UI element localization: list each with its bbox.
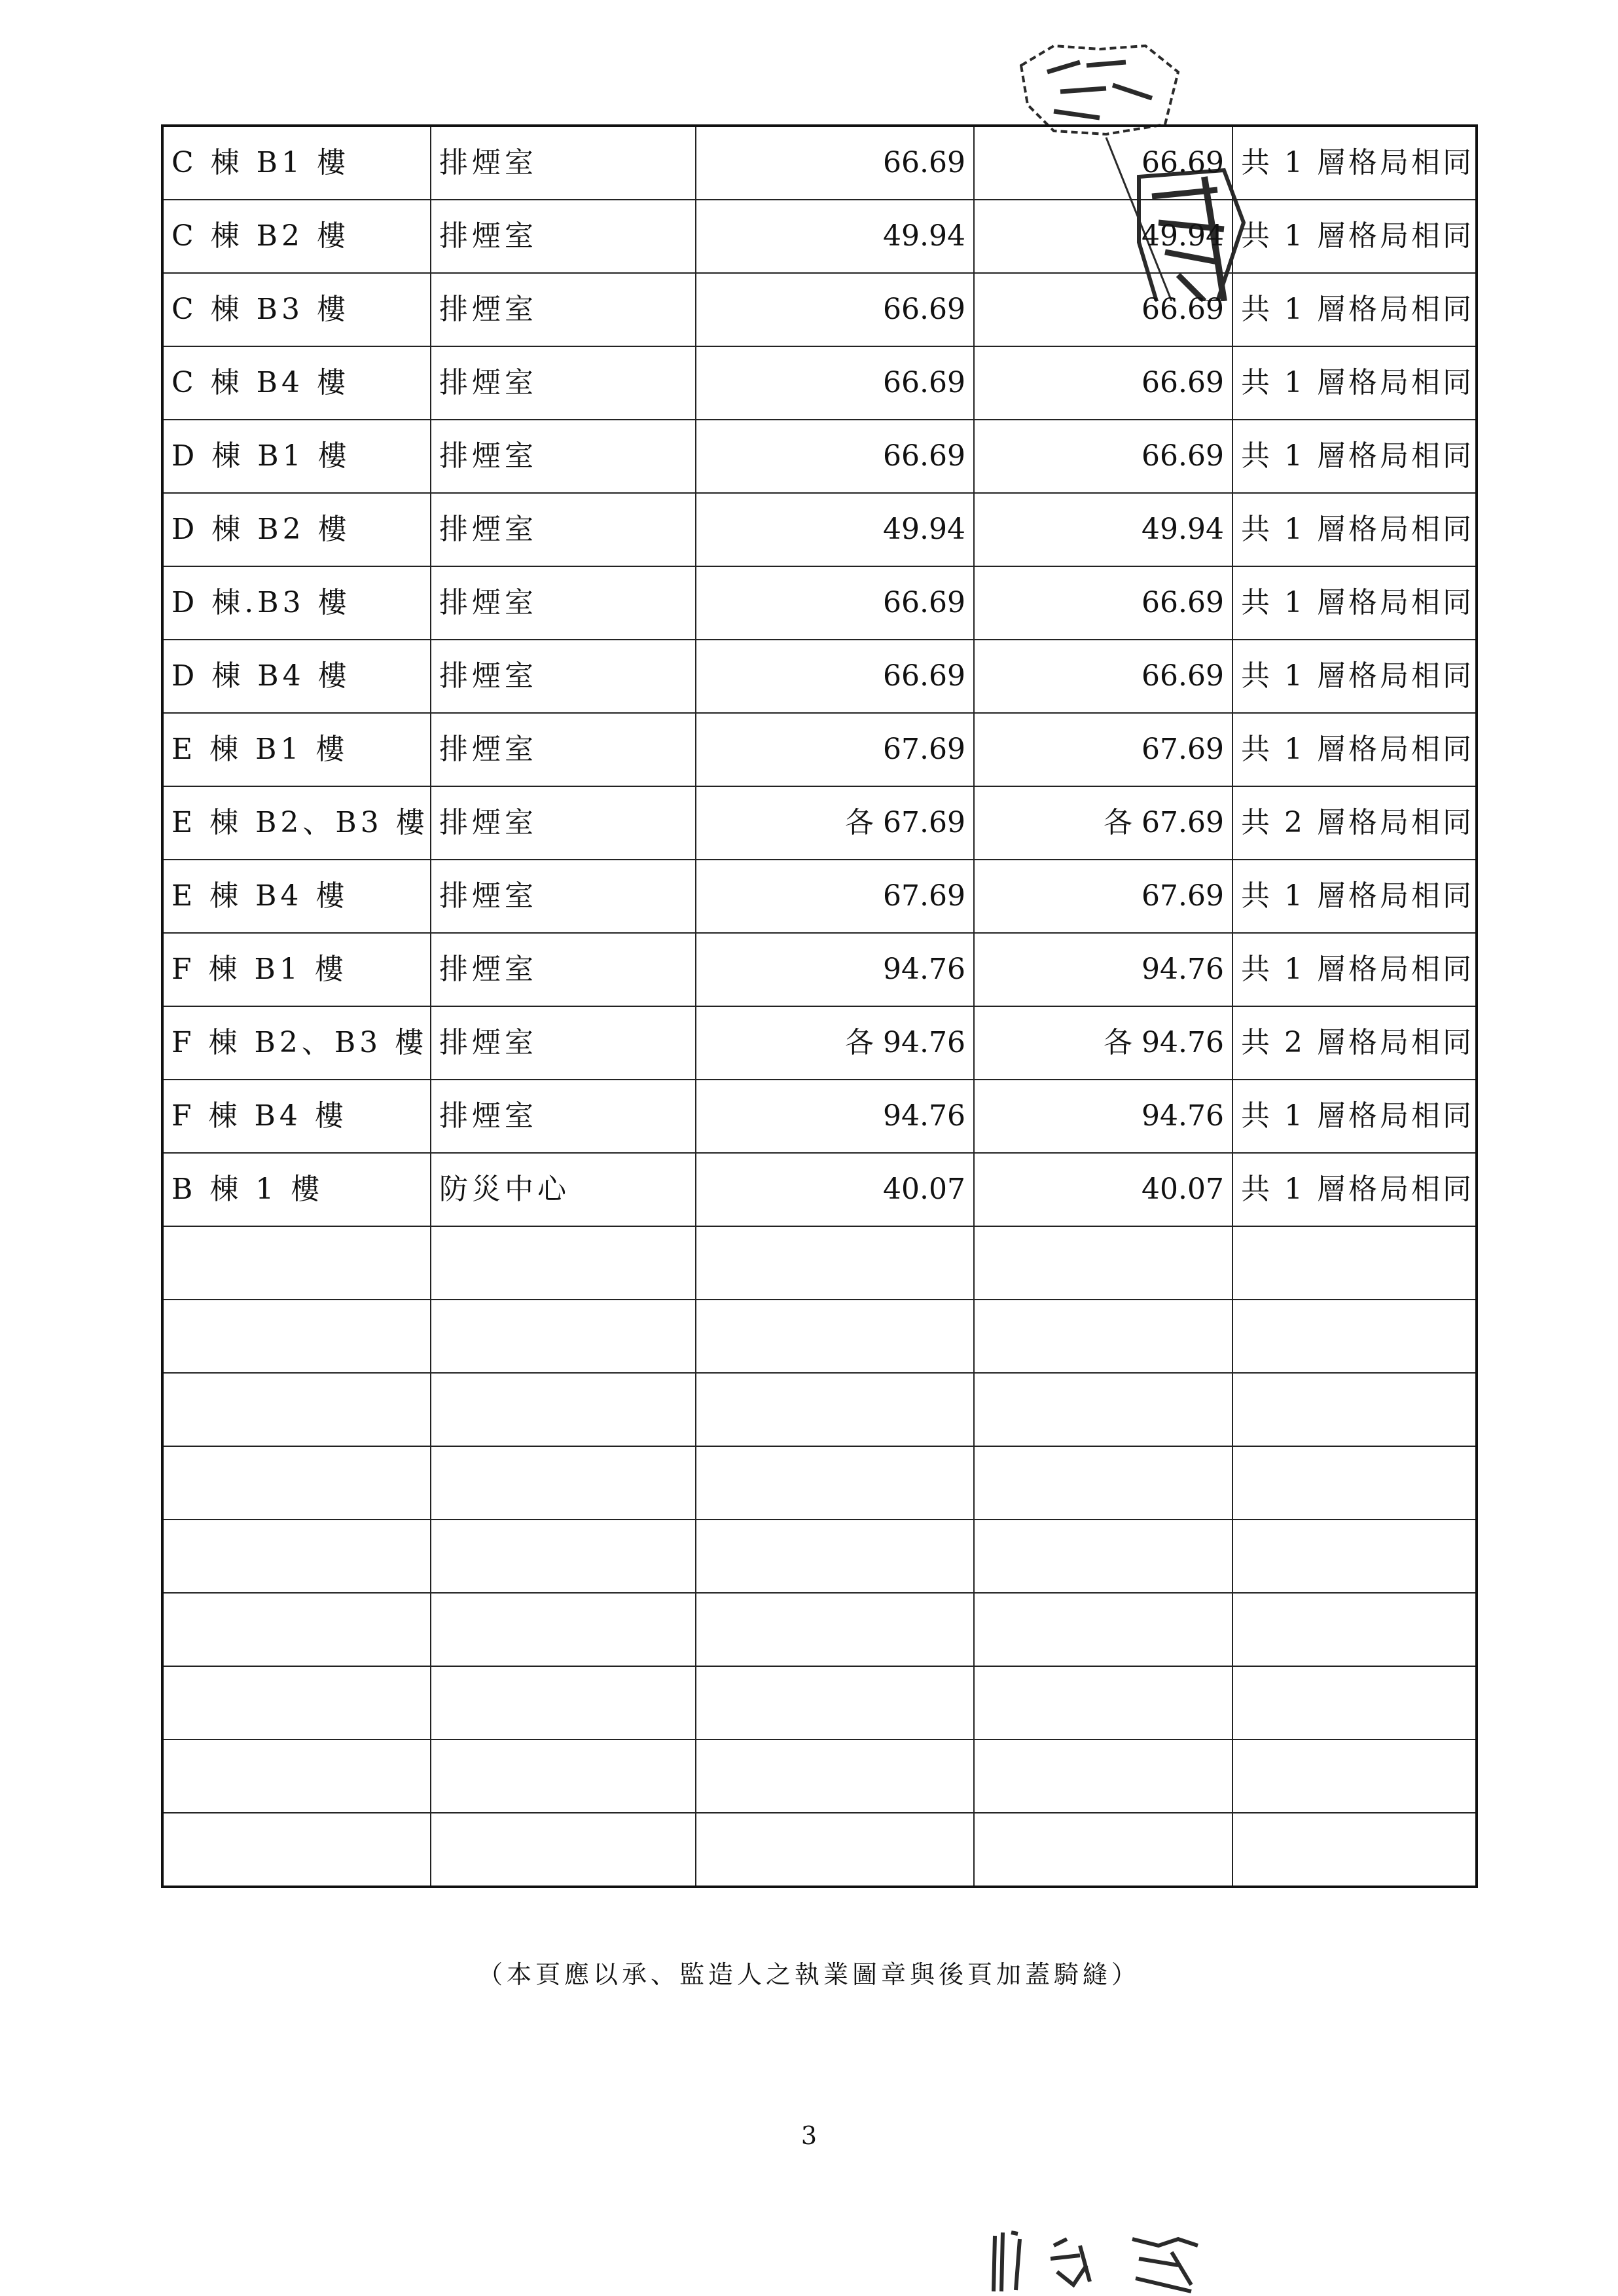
area-cell (696, 1593, 974, 1666)
area-total-cell: 40.07 (974, 1153, 1232, 1226)
use-cell: 排煙室 (431, 786, 696, 860)
use-cell: 排煙室 (431, 640, 696, 713)
area-total-cell (974, 1373, 1232, 1446)
area-cell (696, 1226, 974, 1300)
area-total-cell: 94.76 (974, 1080, 1232, 1153)
use-cell: 排煙室 (431, 200, 696, 273)
table-row (162, 1520, 1477, 1593)
floor-cell: F 棟 B4 樓 (162, 1080, 431, 1153)
use-cell: 排煙室 (431, 126, 696, 200)
area-total-cell (974, 1446, 1232, 1520)
table-row (162, 493, 1477, 566)
floor-cell: F 棟 B1 樓 (162, 933, 431, 1006)
table-row (162, 1813, 1477, 1887)
floor-cell: B 棟 1 樓 (162, 1153, 431, 1226)
floor-cell (162, 1740, 431, 1813)
floor-cell (162, 1813, 431, 1887)
note-cell (1232, 1813, 1477, 1887)
table-row (162, 1373, 1477, 1446)
area-cell: 49.94 (696, 200, 974, 273)
note-cell: 共 1 層格局相同 (1232, 346, 1477, 420)
use-cell: 排煙室 (431, 713, 696, 786)
area-cell: 66.69 (696, 126, 974, 200)
area-total-cell: 94.76 (974, 933, 1232, 1006)
area-cell (696, 1666, 974, 1740)
area-total-cell: 各 67.69 (974, 786, 1232, 860)
table-row (162, 713, 1477, 786)
area-cell: 67.69 (696, 860, 974, 933)
floor-cell: D 棟 B1 樓 (162, 420, 431, 493)
use-cell (431, 1300, 696, 1373)
note-cell: 共 2 層格局相同 (1232, 1006, 1477, 1080)
note-cell: 共 1 層格局相同 (1232, 1153, 1477, 1226)
floor-cell (162, 1300, 431, 1373)
table-row (162, 1593, 1477, 1666)
use-cell: 排煙室 (431, 566, 696, 640)
floor-cell: E 棟 B4 樓 (162, 860, 431, 933)
note-cell (1232, 1300, 1477, 1373)
floor-cell (162, 1666, 431, 1740)
table-row (162, 1666, 1477, 1740)
use-cell: 排煙室 (431, 1080, 696, 1153)
area-cell: 66.69 (696, 273, 974, 346)
table-row (162, 640, 1477, 713)
use-cell (431, 1373, 696, 1446)
use-cell: 排煙室 (431, 860, 696, 933)
table-row (162, 1446, 1477, 1520)
table-row (162, 420, 1477, 493)
use-cell (431, 1520, 696, 1593)
note-cell: 共 1 層格局相同 (1232, 200, 1477, 273)
use-cell: 防災中心 (431, 1153, 696, 1226)
area-total-cell (974, 1813, 1232, 1887)
note-cell (1232, 1446, 1477, 1520)
area-total-cell (974, 1226, 1232, 1300)
floor-cell: F 棟 B2、B3 樓 (162, 1006, 431, 1080)
floor-cell (162, 1373, 431, 1446)
area-total-cell (974, 1740, 1232, 1813)
area-table (161, 124, 1478, 1888)
use-cell: 排煙室 (431, 1006, 696, 1080)
note-cell (1232, 1226, 1477, 1300)
use-cell: 排煙室 (431, 346, 696, 420)
note-cell: 共 1 層格局相同 (1232, 493, 1477, 566)
floor-cell (162, 1520, 431, 1593)
table-row (162, 786, 1477, 860)
note-cell: 共 1 層格局相同 (1232, 933, 1477, 1006)
area-total-cell (974, 1666, 1232, 1740)
note-cell: 共 1 層格局相同 (1232, 640, 1477, 713)
area-total-cell (974, 1520, 1232, 1593)
table-row (162, 1080, 1477, 1153)
floor-cell (162, 1446, 431, 1520)
table-row (162, 1740, 1477, 1813)
floor-cell: D 棟.B3 樓 (162, 566, 431, 640)
area-total-cell: 66.69 (974, 420, 1232, 493)
area-table-body (162, 126, 1477, 1887)
footnote: （本頁應以承、監造人之執業圖章與後頁加蓋騎縫） (477, 1960, 1140, 1989)
seal-stamp-bottom (982, 2219, 1231, 2296)
area-cell: 67.69 (696, 713, 974, 786)
area-cell: 66.69 (696, 640, 974, 713)
area-cell: 66.69 (696, 346, 974, 420)
area-total-cell: 各 94.76 (974, 1006, 1232, 1080)
use-cell: 排煙室 (431, 933, 696, 1006)
area-cell: 各 94.76 (696, 1006, 974, 1080)
note-cell: 共 1 層格局相同 (1232, 126, 1477, 200)
note-cell (1232, 1740, 1477, 1813)
table-row (162, 346, 1477, 420)
area-cell: 94.76 (696, 933, 974, 1006)
table-row (162, 273, 1477, 346)
note-cell: 共 1 層格局相同 (1232, 273, 1477, 346)
note-cell: 共 2 層格局相同 (1232, 786, 1477, 860)
area-total-cell (974, 1300, 1232, 1373)
use-cell (431, 1666, 696, 1740)
area-total-cell: 49.94 (974, 493, 1232, 566)
area-cell: 66.69 (696, 566, 974, 640)
area-cell (696, 1520, 974, 1593)
table-row (162, 1226, 1477, 1300)
area-total-cell: 66.69 (974, 273, 1232, 346)
area-total-cell: 66.69 (974, 566, 1232, 640)
floor-cell: C 棟 B3 樓 (162, 273, 431, 346)
note-cell: 共 1 層格局相同 (1232, 713, 1477, 786)
floor-cell: D 棟 B2 樓 (162, 493, 431, 566)
table-row (162, 1153, 1477, 1226)
table-row (162, 1300, 1477, 1373)
floor-cell: C 棟 B1 樓 (162, 126, 431, 200)
area-total-cell: 49.94 (974, 200, 1232, 273)
use-cell: 排煙室 (431, 273, 696, 346)
note-cell (1232, 1666, 1477, 1740)
table-row (162, 566, 1477, 640)
area-total-cell: 67.69 (974, 860, 1232, 933)
area-total-cell: 66.69 (974, 640, 1232, 713)
use-cell: 排煙室 (431, 420, 696, 493)
floor-cell (162, 1593, 431, 1666)
area-total-cell: 66.69 (974, 126, 1232, 200)
note-cell: 共 1 層格局相同 (1232, 566, 1477, 640)
table-row (162, 200, 1477, 273)
use-cell (431, 1740, 696, 1813)
table-row (162, 933, 1477, 1006)
area-cell: 49.94 (696, 493, 974, 566)
area-cell: 66.69 (696, 420, 974, 493)
area-cell: 40.07 (696, 1153, 974, 1226)
area-cell: 94.76 (696, 1080, 974, 1153)
area-cell (696, 1300, 974, 1373)
note-cell: 共 1 層格局相同 (1232, 420, 1477, 493)
use-cell: 排煙室 (431, 493, 696, 566)
floor-cell: C 棟 B2 樓 (162, 200, 431, 273)
area-cell (696, 1740, 974, 1813)
area-total-cell (974, 1593, 1232, 1666)
area-cell (696, 1813, 974, 1887)
area-total-cell: 67.69 (974, 713, 1232, 786)
floor-cell: E 棟 B2、B3 樓 (162, 786, 431, 860)
area-cell (696, 1446, 974, 1520)
note-cell (1232, 1373, 1477, 1446)
floor-cell: E 棟 B1 樓 (162, 713, 431, 786)
page-number: 3 (800, 2121, 818, 2150)
table-row (162, 1006, 1477, 1080)
area-total-cell: 66.69 (974, 346, 1232, 420)
floor-cell: C 棟 B4 樓 (162, 346, 431, 420)
table-row (162, 860, 1477, 933)
use-cell (431, 1446, 696, 1520)
use-cell (431, 1593, 696, 1666)
note-cell (1232, 1520, 1477, 1593)
use-cell (431, 1813, 696, 1887)
use-cell (431, 1226, 696, 1300)
table-row (162, 126, 1477, 200)
area-cell: 各 67.69 (696, 786, 974, 860)
area-cell (696, 1373, 974, 1446)
note-cell (1232, 1593, 1477, 1666)
note-cell: 共 1 層格局相同 (1232, 1080, 1477, 1153)
note-cell: 共 1 層格局相同 (1232, 860, 1477, 933)
floor-cell (162, 1226, 431, 1300)
floor-cell: D 棟 B4 樓 (162, 640, 431, 713)
